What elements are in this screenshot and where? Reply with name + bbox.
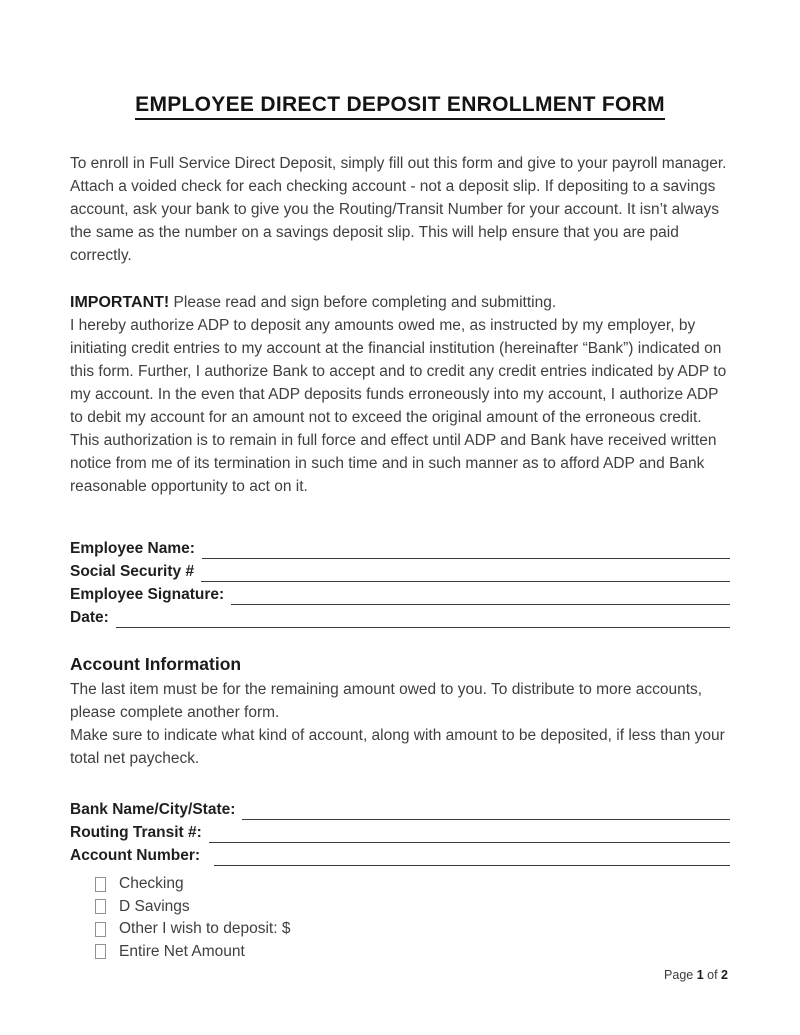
important-instruction: Please read and sign before completing and submitting. — [169, 294, 557, 311]
option-savings — [95, 896, 730, 919]
option-entire-net-amount — [95, 941, 730, 964]
page-footer — [664, 968, 728, 982]
bank-name-field[interactable] — [242, 800, 730, 820]
authorization-paragraph-1: I hereby authorize ADP to deposit any amounts owed me, as instructed by my employer, by initiating credit entries to my account at the financial institution (hereinafter “Bank”) indicated on this form. Further, I authorize Bank to accept and to credit any credit entries indicated by ADP to my account. In the even that ADP deposits funds erroneously into my account, I authorize ADP to debit my account for an amount not to exceed the original amount of the erroneous credit. — [70, 317, 727, 426]
footer-page-number: 1 — [696, 968, 704, 982]
page-title: EMPLOYEE DIRECT DEPOSIT ENROLLMENT FORM — [135, 93, 665, 120]
savings-checkbox-icon[interactable] — [95, 899, 106, 914]
other-deposit-checkbox-icon[interactable] — [95, 922, 106, 937]
account-number-row — [70, 843, 730, 866]
checking-label: Checking — [119, 875, 184, 893]
entire-net-amount-checkbox-icon[interactable] — [95, 944, 106, 959]
date-field[interactable] — [116, 608, 730, 628]
routing-transit-label: Routing Transit #: — [70, 824, 202, 841]
account-note-1: The last item must be for the remaining amount owed to you. To distribute to more accounts, please complete another form. — [70, 681, 703, 721]
signature-fields — [70, 536, 730, 628]
savings-label: D Savings — [119, 897, 190, 915]
social-security-field[interactable] — [201, 562, 730, 582]
intro-paragraph: To enroll in Full Service Direct Deposit, simply fill out this form and give to your payroll manager. Attach a voided check for each checking account - not a deposit slip. If depositing to a savings account, ask your bank to give you the Routing/Transit Number for your account. It isn’t always the same as the number on a savings deposit slip. This will help ensure that you are paid correctly. — [70, 155, 727, 264]
authorization-paragraph-2: This authorization is to remain in full force and effect until ADP and Bank have received written notice from me of its termination in such time and in such manner as to afford ADP and Bank reasonable opportunity to act on it. — [70, 432, 717, 495]
routing-transit-field[interactable] — [209, 823, 730, 843]
employee-signature-field[interactable] — [231, 585, 730, 605]
authorization-section — [70, 291, 730, 498]
account-note-2: Make sure to indicate what kind of account, along with amount to be deposited, if less than your total net paycheck. — [70, 727, 725, 767]
employee-signature-label: Employee Signature: — [70, 586, 225, 603]
date-label: Date: — [70, 609, 109, 626]
account-number-field[interactable] — [214, 846, 730, 866]
footer-page-word: Page — [664, 968, 697, 982]
social-security-row — [70, 559, 730, 582]
account-information-heading: Account Information — [70, 654, 242, 674]
date-row — [70, 605, 730, 628]
option-checking — [95, 873, 730, 896]
employee-name-row — [70, 536, 730, 559]
important-label: IMPORTANT! — [70, 294, 170, 311]
account-number-label: Account Number: — [70, 847, 201, 864]
document-page — [70, 0, 730, 963]
entire-net-amount-label: Entire Net Amount — [119, 942, 245, 960]
employee-signature-row — [70, 582, 730, 605]
bank-name-row — [70, 797, 730, 820]
employee-name-field[interactable] — [202, 539, 730, 559]
bank-fields — [70, 797, 730, 866]
footer-total-pages: 2 — [721, 968, 728, 982]
routing-transit-row — [70, 820, 730, 843]
employee-name-label: Employee Name: — [70, 540, 195, 557]
footer-of-word: of — [703, 968, 722, 982]
social-security-label: Social Security # — [70, 563, 195, 580]
other-deposit-label: Other I wish to deposit: $ — [119, 920, 291, 938]
checking-checkbox-icon[interactable] — [95, 877, 106, 892]
account-type-options — [95, 873, 730, 963]
option-other-deposit — [95, 918, 730, 941]
bank-name-label: Bank Name/City/State: — [70, 801, 236, 818]
